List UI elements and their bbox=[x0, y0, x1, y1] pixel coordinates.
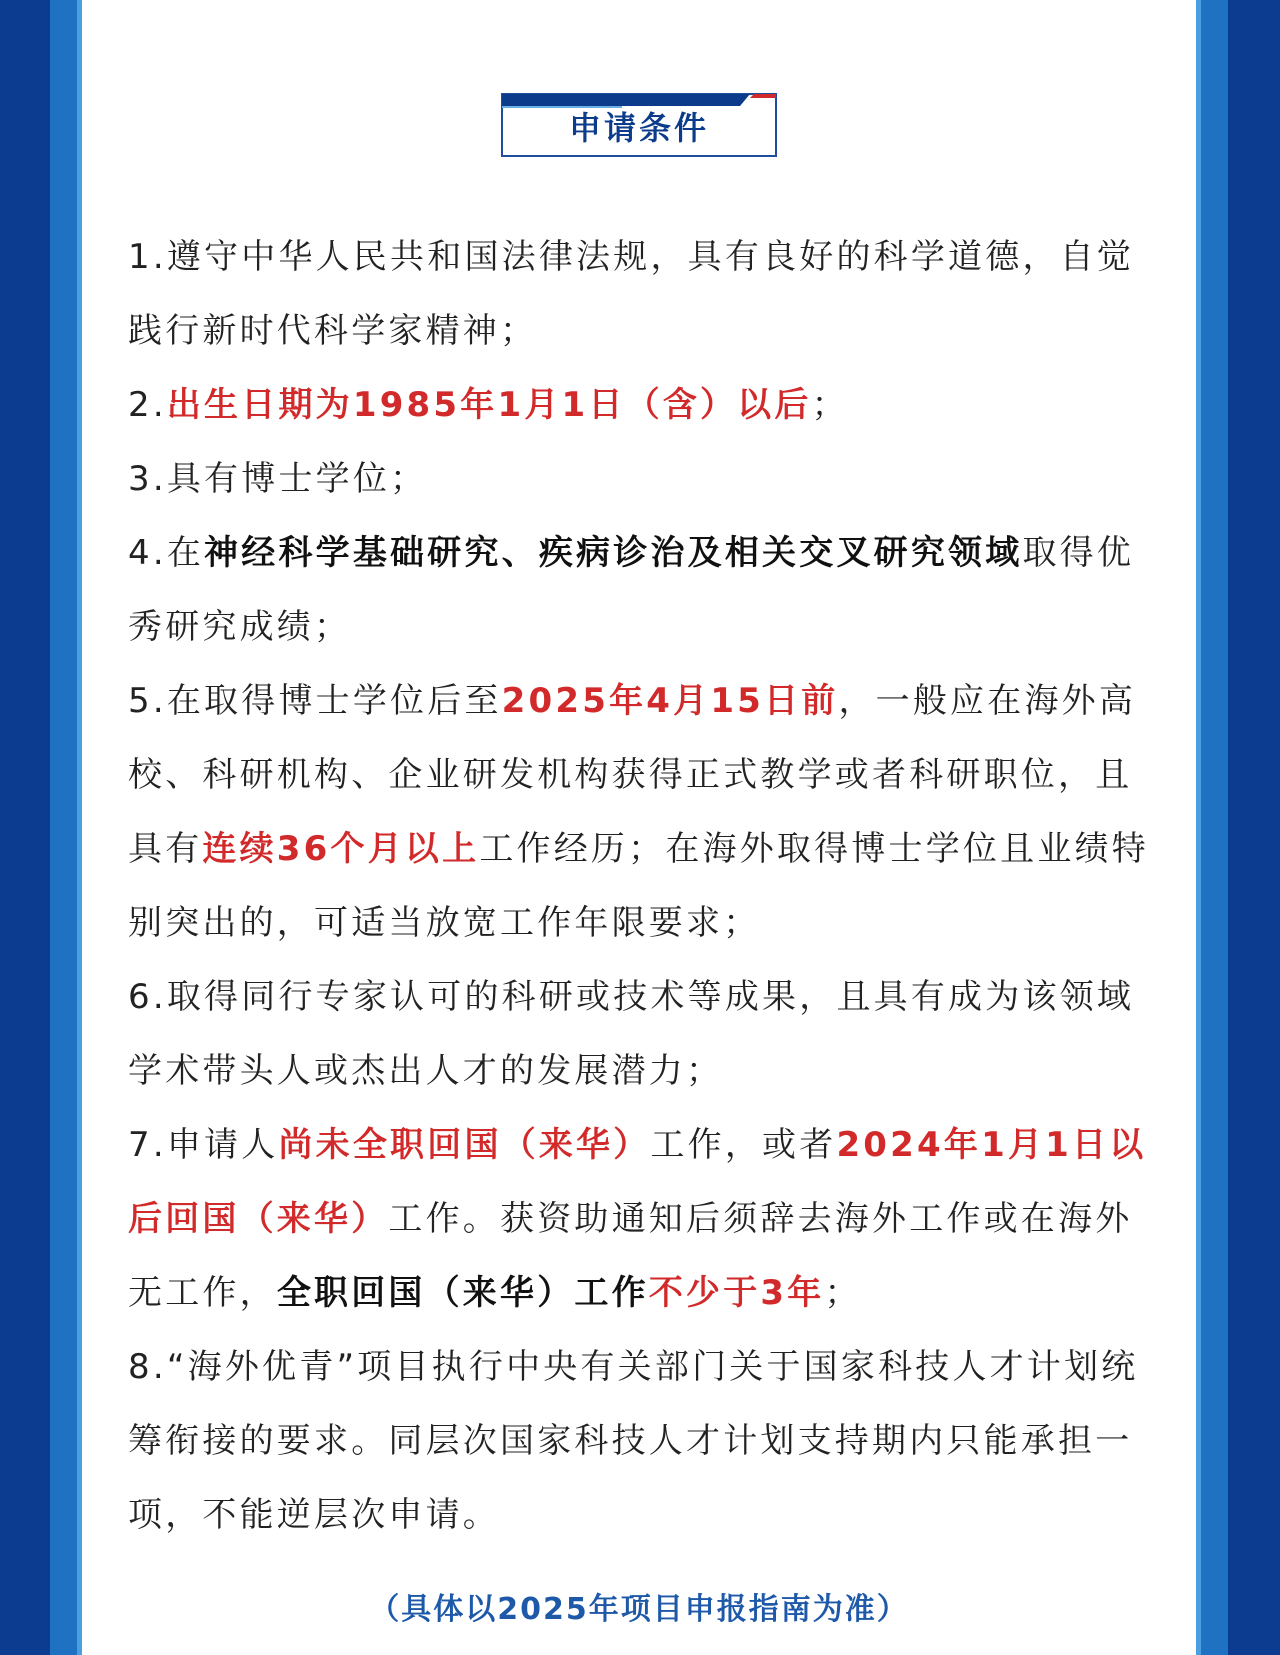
body-text: 6.取得同行专家认可的科研或技术等成果，且具有成为该领域学术带头人或杰出人才的发展潜力； bbox=[128, 977, 1135, 1091]
condition-item bbox=[128, 1108, 1158, 1330]
body-text: 7.申请人 bbox=[128, 1125, 279, 1165]
condition-item bbox=[128, 516, 1158, 664]
emphasis-text: 神经科学基础研究、疾病诊治及相关交叉研究领域 bbox=[204, 533, 1023, 573]
highlight-text: 出生日期为1985年1月1日（含）以后 bbox=[166, 385, 812, 425]
body-text: 1.遵守中华人民共和国法律法规，具有良好的科学道德，自觉践行新时代科学家精神； bbox=[128, 237, 1135, 351]
conditions-list bbox=[128, 220, 1158, 1552]
right-border-dark bbox=[1228, 0, 1280, 1655]
highlight-text: 连续36个月以上 bbox=[202, 829, 480, 869]
body-text: 工作。获资助通知后须辞去海外工作或在海外无工作， bbox=[128, 1199, 1133, 1313]
body-text: 2. bbox=[128, 385, 167, 425]
section-title: 申请条件 bbox=[568, 109, 709, 147]
body-text: 3.具有博士学位； bbox=[128, 459, 428, 499]
right-border-mid bbox=[1201, 0, 1228, 1655]
body-text: 8.“海外优青”项目执行中央有关部门关于国家科技人才计划统筹衔接的要求。同层次国家科技人才计划支持期内只能承担一项，不能逆层次申请。 bbox=[128, 1347, 1139, 1535]
body-text: 工作，或者 bbox=[650, 1125, 837, 1165]
emphasis-text: 全职回国（来华）工作 bbox=[276, 1273, 649, 1313]
left-border-mid bbox=[50, 0, 77, 1655]
left-border-dark bbox=[0, 0, 50, 1655]
condition-item bbox=[128, 1330, 1158, 1552]
body-text: 4.在 bbox=[128, 533, 205, 573]
highlight-text: 2024年1月1日以后回国（来华） bbox=[128, 1125, 1147, 1239]
body-text: 5.在取得博士学位后至 bbox=[128, 681, 502, 721]
body-text: ； bbox=[811, 385, 849, 425]
highlight-text: 尚未全职回国（来华） bbox=[278, 1125, 651, 1165]
highlight-text: 不少于3年 bbox=[648, 1273, 825, 1313]
body-text: ，一般应在海外高校、科研机构、企业研发机构获得正式教学或者科研职位，且具有 bbox=[128, 681, 1137, 869]
body-text: ； bbox=[824, 1273, 862, 1313]
condition-item bbox=[128, 220, 1158, 368]
condition-item bbox=[128, 368, 1158, 442]
footer-note: （具体以2025年项目申报指南为准） bbox=[369, 1592, 909, 1627]
condition-item bbox=[128, 442, 1158, 516]
body-text: 取得优秀研究成绩； bbox=[128, 533, 1135, 647]
condition-item bbox=[128, 960, 1158, 1108]
body-text: 工作经历；在海外取得博士学位且业绩特别突出的，可适当放宽工作年限要求； bbox=[128, 829, 1149, 943]
highlight-text: 2025年4月15日前 bbox=[501, 681, 839, 721]
condition-item bbox=[128, 664, 1158, 960]
section-title-box bbox=[500, 92, 778, 158]
